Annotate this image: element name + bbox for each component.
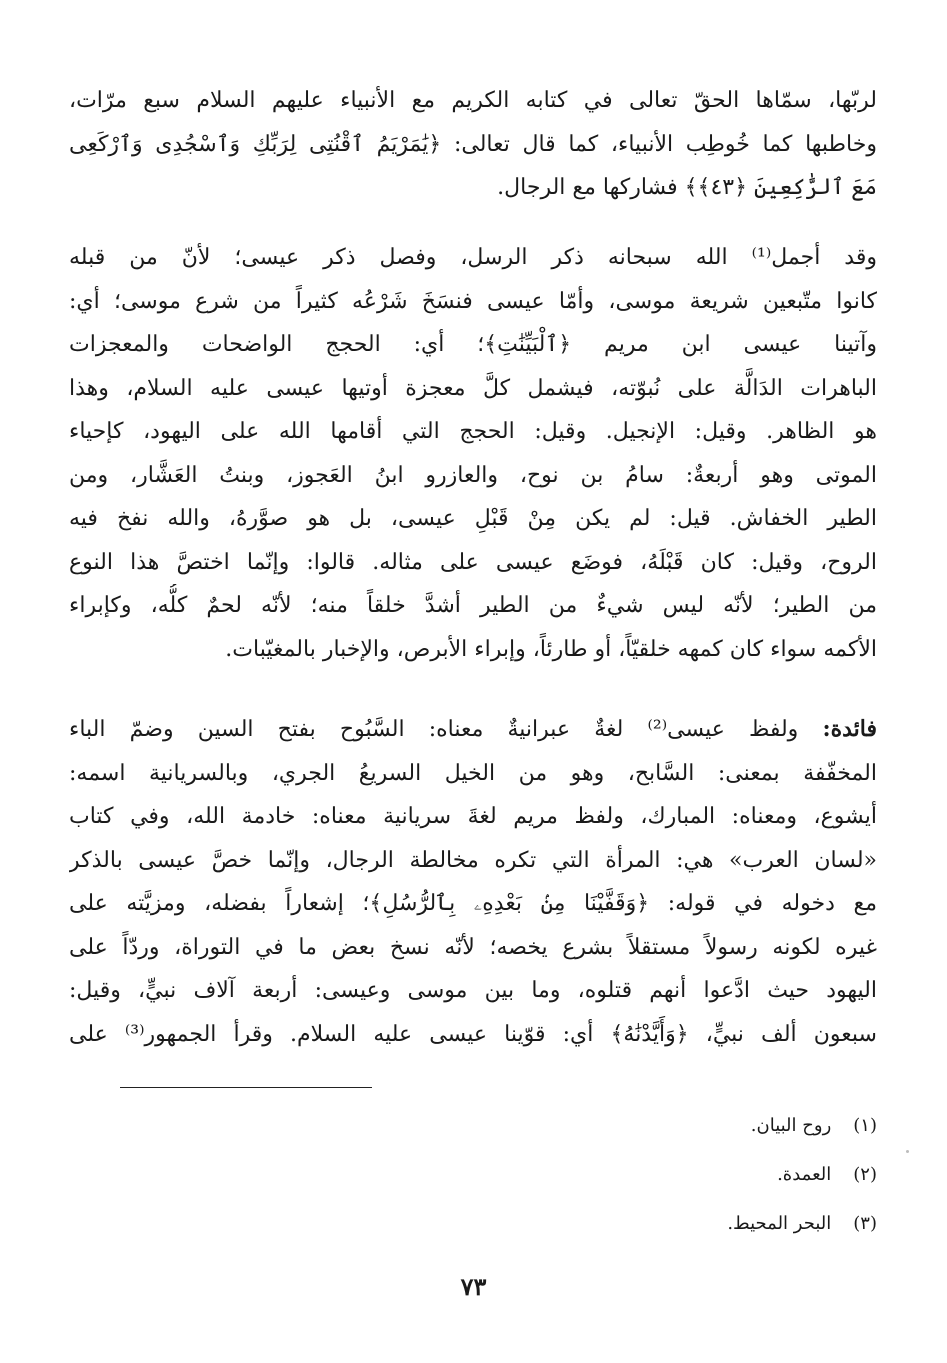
text-line xyxy=(69,708,877,752)
text-line: وآتينا عيسى ابن مريم ﴿ٱلْبَيِّنَٰتِ﴾؛ أي: الحجج الواضحات والمعجزات xyxy=(69,332,877,357)
footnote-number: (١) xyxy=(853,1115,877,1136)
footnote-item xyxy=(69,1150,877,1199)
text-line: وقد أجمل⁽¹⁾ الله سبحانه ذكر الرسل، وفصل ذكر عيسى؛ لأنّ من قبله xyxy=(69,245,877,270)
text-line: أيشوع، ومعناه: المبارك، ولفظ مريم لغةَ سريانية معناه: خادمة الله، وفي كتاب xyxy=(69,804,877,829)
text-line: الموتى وهو أربعةٌ: سامُ بن نوح، والعازرو ابنُ العَجوز، وبنتُ العَشَّار، ومن xyxy=(69,462,877,488)
text-line: مَعَ ٱلرَّٰكِعِينَ ﴿٤٣﴾﴾ فشاركها مع الرجال. xyxy=(497,175,877,200)
paper-speck xyxy=(906,1150,909,1153)
text-line: الروح، وقيل: كان قَبْلَهُ، فوضَع عيسى على مثاله. قالوا: وإنّما اختصَّ هذا النوع xyxy=(69,549,877,575)
footnote-text: روح البيان. xyxy=(750,1115,832,1136)
text-line: الطير الخفاش. قيل: لم يكن مِنْ قَبْلِ عيسى، بل هو صوَّرهُ، والله نفخ فيه xyxy=(69,506,877,531)
text-line: سبعون ألف نبيٍّ، ﴿وَأَيَّدْنَٰهُ﴾ أي: قوّينا عيسى عليه السلام. وقرأ الجمهور⁽³⁾ على xyxy=(69,1021,877,1047)
text-line: مع دخوله في قوله: ﴿وَقَفَّيْنَا مِنۢ بَعْدِهِۦ بِٱلرُّسُلِ﴾؛ إشعاراً بفضله، ومزيَّته على xyxy=(69,891,877,916)
footnote-number: (٣) xyxy=(853,1213,877,1234)
note-first-line: ولفظ عيسى⁽²⁾ لغةٌ عبرانيةٌ معناه: السَّبُوح بفتح السين وضمّ الباء xyxy=(69,717,799,742)
footnote-divider xyxy=(120,1087,372,1088)
footnote-number: (٢) xyxy=(853,1164,877,1185)
paragraph-1 xyxy=(69,79,877,210)
text-line: «لسان العرب» هي: المرأة التي تكره مخالطة الرجال، وإنّما خصَّ عيسى بالذكر xyxy=(69,847,877,873)
text-line: وخاطبها كما خُوطِب الأنبياء، كما قال تعالى: ﴿يَٰمَرْيَمُ ٱقْنُتِى لِرَبِّكِ وَٱسْجُدِى وَٱرْكَعِى xyxy=(69,131,877,157)
footnotes xyxy=(69,1101,877,1248)
text-line: اليهود حيث ادَّعوا أنهم قتلوه، وما بين موسى وعيسى: أربعة آلاف نبيٍّ، وقيل: xyxy=(69,978,877,1003)
text-line: كانوا متّبعين شريعة موسى، وأمّا عيسى فنسَخَ شَرْعُه كثيراً من شرع موسى؛ أي: xyxy=(69,288,877,314)
paragraph-3-note xyxy=(69,708,877,1056)
footnote-text: البحر المحيط. xyxy=(727,1213,832,1234)
footnote-text: العمدة. xyxy=(777,1164,832,1185)
text-line: الأكمه سواء كان كمهه خلقيّاً، أو طارئاً، وإبراء الأبرص، والإخبار بالمغيّبات. xyxy=(225,636,877,662)
text-line: غيره لكونه رسولاً مستقلاً بشرع يخصه؛ لأنّه نسخ بعض ما في التوراة، وردّاً على xyxy=(69,934,877,960)
text-line: لربّها، سمّاها الحقّ تعالى في كتابه الكريم مع الأنبياء عليهم السلام سبع مرّات، xyxy=(69,88,877,113)
footnote-item xyxy=(69,1199,877,1248)
paragraph-2 xyxy=(69,236,877,671)
text-line: من الطير؛ لأنّه ليس شيءٌ من الطير أشدَّ خلقاً منه؛ لأنّه لحمٌ كلُّه، وكإبراء xyxy=(69,593,877,618)
note-lead: فائدة: xyxy=(822,716,877,742)
page-number: ٧٣ xyxy=(460,1272,487,1301)
text-line: هو الظاهر. وقيل: الإنجيل. وقيل: الحجج التي أقامها الله على اليهود، كإحياء xyxy=(69,419,877,444)
text-line: المخفّفة بمعنى: السَّابح، وهو من الخيل السريعُ الجري، وبالسريانية اسمه: xyxy=(69,760,877,786)
footnote-item xyxy=(69,1101,877,1150)
text-line: الباهرات الدَالَّة على نُبوّته، فيشمل كلَّ معجزة أوتيها عيسى عليه السلام، وهذا xyxy=(69,375,877,401)
